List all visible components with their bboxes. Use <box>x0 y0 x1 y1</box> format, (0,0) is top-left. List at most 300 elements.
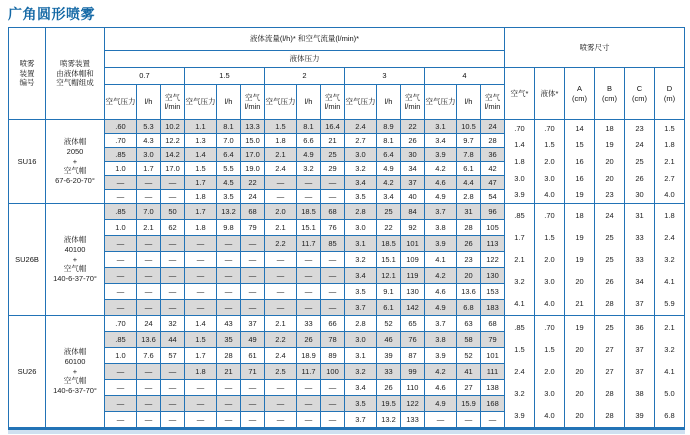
table-cell: — <box>161 300 184 315</box>
table-cell: 6.8 <box>457 300 480 315</box>
dims-cell: 3.2 <box>505 271 534 293</box>
table-cell: .70 <box>105 316 136 331</box>
table-cell: 3.1 <box>425 120 456 133</box>
table-cell: 3.2 <box>345 252 376 267</box>
table-cell: 78 <box>321 332 344 347</box>
table-cell: 79 <box>241 220 264 235</box>
dims-cell: 1.4 <box>505 137 534 154</box>
table-cell: 10.2 <box>161 120 184 133</box>
table-cell: 8.1 <box>217 120 240 133</box>
dims-cell: 3.2 <box>505 383 534 405</box>
table-cell: 39 <box>377 348 400 363</box>
table-cell: — <box>241 236 264 251</box>
table-cell: 4.6 <box>425 380 456 395</box>
dims-cell: 3.0 <box>535 383 564 405</box>
table-cell: 7.6 <box>137 348 160 363</box>
table-cell: 4.9 <box>425 396 456 411</box>
table-cell: 7.0 <box>137 204 160 219</box>
table-cell: 101 <box>481 348 504 363</box>
table-cell: 4.9 <box>425 190 456 203</box>
dims-cell: 2.7 <box>655 170 684 187</box>
table-cell: 9.7 <box>457 134 480 147</box>
dims-cell: 4.1 <box>655 271 684 293</box>
dims-cell: 16 <box>565 170 594 187</box>
sub-col-header: 空气 l/min <box>241 85 264 119</box>
table-cell: — <box>105 176 136 189</box>
table-cell: 7.0 <box>217 134 240 147</box>
dims-cell: 4.0 <box>535 405 564 427</box>
table-cell: — <box>217 284 240 299</box>
dims-col-header: 空气* <box>505 68 534 119</box>
table-cell: 13.6 <box>137 332 160 347</box>
dims-cell: 1.5 <box>505 338 534 360</box>
dims-cell: 20 <box>565 338 594 360</box>
table-cell: 122 <box>481 252 504 267</box>
table-cell: 4.5 <box>217 176 240 189</box>
table-cell: 183 <box>481 300 504 315</box>
page-title: 广角圆形喷雾 <box>8 6 95 22</box>
table-cell: 3.5 <box>345 190 376 203</box>
dims-cell: 23 <box>625 120 654 137</box>
table-cell: 4.9 <box>297 148 320 161</box>
table-cell: 1.0 <box>105 162 136 175</box>
table-cell: 89 <box>321 348 344 363</box>
table-cell: — <box>265 284 296 299</box>
table-cell: 66 <box>321 316 344 331</box>
table-cell: — <box>185 284 216 299</box>
table-cell: 10.5 <box>457 120 480 133</box>
table-cell: 1.0 <box>105 348 136 363</box>
table-cell: 34 <box>401 162 424 175</box>
dims-cell: 2.1 <box>655 316 684 338</box>
dims-cell: 27 <box>595 338 624 360</box>
table-cell: 1.5 <box>185 332 216 347</box>
table-cell: — <box>105 364 136 379</box>
sub-col-header: 空气压力 <box>185 85 216 119</box>
sub-col-header: 空气压力 <box>425 85 456 119</box>
dims-cell: 1.8 <box>505 153 534 170</box>
dims-cell: 27 <box>595 360 624 382</box>
table-cell: — <box>185 268 216 283</box>
table-cell: 29 <box>321 162 344 175</box>
table-cell: — <box>321 412 344 427</box>
table-cell: .85 <box>105 204 136 219</box>
dims-section <box>505 120 684 203</box>
table-cell: — <box>137 300 160 315</box>
sub-col-header: l/h <box>377 85 400 119</box>
table-cell: 12.2 <box>161 134 184 147</box>
table-cell: .85 <box>105 332 136 347</box>
table-cell: 1.0 <box>105 220 136 235</box>
sub-col-header: l/h <box>297 85 320 119</box>
dims-cell: 3.0 <box>505 170 534 187</box>
dims-cell: 30 <box>625 186 654 203</box>
table-cell: — <box>321 300 344 315</box>
dims-cell: 2.4 <box>655 226 684 248</box>
table-cell: 138 <box>481 380 504 395</box>
table-cell: — <box>297 268 320 283</box>
dims-cell: 20 <box>565 271 594 293</box>
dims-cell: 25 <box>595 248 624 270</box>
table-cell: 2.1 <box>265 316 296 331</box>
table-cell: 1.8 <box>185 190 216 203</box>
sub-col-header: 空气压力 <box>345 85 376 119</box>
table-cell: 1.5 <box>185 162 216 175</box>
table-cell: — <box>217 300 240 315</box>
table-cell: 3.0 <box>137 148 160 161</box>
table-cell: 2.8 <box>457 190 480 203</box>
dims-cell: 19 <box>595 137 624 154</box>
table-cell: 71 <box>241 364 264 379</box>
table-cell: 52 <box>377 316 400 331</box>
dims-cell: 3.0 <box>535 271 564 293</box>
table-cell: 63 <box>457 316 480 331</box>
table-cell: 24 <box>481 120 504 133</box>
dims-cell: 15 <box>565 137 594 154</box>
table-cell: 1.5 <box>265 120 296 133</box>
table-cell: — <box>161 268 184 283</box>
table-cell: 4.4 <box>457 176 480 189</box>
table-cell: 8.1 <box>297 120 320 133</box>
dims-cell: 3.0 <box>535 170 564 187</box>
table-cell: 2.1 <box>137 220 160 235</box>
table-cell: — <box>321 396 344 411</box>
table-cell: 26 <box>401 134 424 147</box>
table-cell: — <box>105 300 136 315</box>
dims-cell: 24 <box>625 137 654 154</box>
table-cell: — <box>217 396 240 411</box>
table-cell: 3.7 <box>425 204 456 219</box>
table-cell: 4.1 <box>425 252 456 267</box>
table-cell: 54 <box>481 190 504 203</box>
table-cell: — <box>137 190 160 203</box>
table-cell: — <box>297 380 320 395</box>
table-cell: 6.4 <box>217 148 240 161</box>
table-cell: 9.8 <box>217 220 240 235</box>
dims-col-header: C (cm) <box>625 68 654 119</box>
table-cell: 18.5 <box>377 236 400 251</box>
table-cell: 28 <box>481 134 504 147</box>
table-cell: 21 <box>321 134 344 147</box>
table-cell: — <box>161 176 184 189</box>
table-cell: 15.0 <box>241 134 264 147</box>
table-cell: — <box>185 396 216 411</box>
table-cell: — <box>265 268 296 283</box>
dims-cell: 19 <box>565 248 594 270</box>
dims-cell: .70 <box>535 316 564 338</box>
dims-cell: 25 <box>595 226 624 248</box>
table-cell: 4.6 <box>425 176 456 189</box>
table-cell: 21 <box>217 364 240 379</box>
table-cell: 110 <box>401 380 424 395</box>
dims-cell: 14 <box>565 120 594 137</box>
table-cell: — <box>241 380 264 395</box>
table-cell: 15.1 <box>377 252 400 267</box>
table-cell: — <box>217 380 240 395</box>
table-cell: 1.1 <box>185 120 216 133</box>
table-cell: — <box>137 380 160 395</box>
dims-cell: 3.9 <box>505 405 534 427</box>
table-cell: — <box>137 396 160 411</box>
table-cell: — <box>161 190 184 203</box>
table-cell: — <box>105 396 136 411</box>
table-cell: 43 <box>217 316 240 331</box>
dims-cell: .85 <box>505 204 534 226</box>
table-cell: — <box>265 396 296 411</box>
dims-cell: 25 <box>595 316 624 338</box>
dims-cell: 2.0 <box>535 360 564 382</box>
table-cell: 2.4 <box>345 120 376 133</box>
dims-cell: 23 <box>595 186 624 203</box>
table-cell: 3.2 <box>345 162 376 175</box>
table-cell: 3.4 <box>345 380 376 395</box>
table-cell: 23 <box>457 252 480 267</box>
table-cell: 3.7 <box>425 316 456 331</box>
table-cell: 13.2 <box>217 204 240 219</box>
table-cell: 4.3 <box>137 134 160 147</box>
table-cell: 19.5 <box>377 396 400 411</box>
table-cell: 4.9 <box>425 300 456 315</box>
table-cell: 50 <box>161 204 184 219</box>
table-cell: 2.7 <box>345 134 376 147</box>
dims-col-header: A (cm) <box>565 68 594 119</box>
table-cell: 31 <box>457 204 480 219</box>
table-cell: 2.1 <box>265 220 296 235</box>
table-cell: 1.3 <box>185 134 216 147</box>
table-cell: — <box>137 284 160 299</box>
table-cell: — <box>137 176 160 189</box>
table-cell: — <box>185 252 216 267</box>
dims-cell: 5.9 <box>655 293 684 315</box>
pressure-value: 0.7 <box>105 68 184 84</box>
table-cell: 3.1 <box>345 348 376 363</box>
table-cell: 101 <box>401 236 424 251</box>
dims-cell: 19 <box>565 226 594 248</box>
dims-cell: 16 <box>565 153 594 170</box>
table-cell: 17.0 <box>161 162 184 175</box>
dims-cell: 28 <box>595 293 624 315</box>
table-cell: 153 <box>481 284 504 299</box>
table-cell: — <box>321 176 344 189</box>
table-cell: 68 <box>481 316 504 331</box>
col-header-device: 喷雾 装置 编号 <box>9 28 45 119</box>
table-cell: — <box>265 190 296 203</box>
table-cell: 130 <box>401 284 424 299</box>
table-cell: 7.8 <box>457 148 480 161</box>
dims-cell: 2.1 <box>655 153 684 170</box>
table-cell: 57 <box>161 348 184 363</box>
table-cell: — <box>241 284 264 299</box>
dims-cell: 2.4 <box>505 360 534 382</box>
table-cell: 15.9 <box>457 396 480 411</box>
dims-cell: 3.2 <box>655 338 684 360</box>
table-cell: — <box>265 176 296 189</box>
table-cell: 3.4 <box>345 268 376 283</box>
table-cell: — <box>321 252 344 267</box>
table-cell: 24 <box>241 190 264 203</box>
table-cell: 19.0 <box>241 162 264 175</box>
table-cell: 3.4 <box>425 134 456 147</box>
table-cell: .70 <box>105 134 136 147</box>
table-cell: — <box>161 412 184 427</box>
table-cell: 13.3 <box>241 120 264 133</box>
table-cell: 3.4 <box>377 190 400 203</box>
dims-cell: 1.8 <box>655 137 684 154</box>
table-cell: 44 <box>161 332 184 347</box>
table-cell: 8.9 <box>377 120 400 133</box>
table-cell: — <box>185 236 216 251</box>
dims-cell: 37 <box>625 360 654 382</box>
table-cell: 3.5 <box>345 396 376 411</box>
dims-cell: 37 <box>625 293 654 315</box>
dims-cell: 2.0 <box>535 153 564 170</box>
sub-col-header: 空气压力 <box>105 85 136 119</box>
table-cell: 1.7 <box>185 176 216 189</box>
table-cell: 3.5 <box>217 190 240 203</box>
table-cell: 3.9 <box>425 148 456 161</box>
sub-col-header: l/h <box>457 85 480 119</box>
dims-cell: 1.5 <box>535 226 564 248</box>
table-cell: — <box>105 190 136 203</box>
table-cell: 30 <box>401 148 424 161</box>
dims-section <box>505 316 684 427</box>
table-cell: — <box>137 412 160 427</box>
pressure-title: 液体压力 <box>105 51 504 67</box>
table-cell: 68 <box>241 204 264 219</box>
dims-cell: 19 <box>565 186 594 203</box>
table-cell: — <box>161 364 184 379</box>
table-cell: 4.6 <box>425 284 456 299</box>
table-cell: — <box>297 412 320 427</box>
table-cell: 11.7 <box>297 364 320 379</box>
table-cell: 1.4 <box>185 316 216 331</box>
table-cell: — <box>321 284 344 299</box>
device-id: SU16 <box>9 120 45 203</box>
dims-cell: 5.0 <box>655 383 684 405</box>
table-cell: — <box>185 300 216 315</box>
spec-table <box>8 27 685 430</box>
caps-info: 液体帽 2050 + 空气帽 67-6-20-70° <box>46 120 104 203</box>
table-cell: 84 <box>401 204 424 219</box>
table-cell: 2.5 <box>265 364 296 379</box>
table-cell: 2.4 <box>265 162 296 175</box>
table-cell: 16.4 <box>321 120 344 133</box>
table-cell: 3.7 <box>345 300 376 315</box>
table-cell: 25 <box>321 148 344 161</box>
dims-cell: 39 <box>625 405 654 427</box>
table-cell: 2.4 <box>265 348 296 363</box>
table-cell: 3.7 <box>345 412 376 427</box>
table-cell: 68 <box>321 204 344 219</box>
table-cell: 37 <box>241 316 264 331</box>
dims-cell: 2.1 <box>505 248 534 270</box>
table-cell: 8.1 <box>377 134 400 147</box>
table-cell: 65 <box>401 316 424 331</box>
table-cell: 22 <box>377 220 400 235</box>
table-cell: 5.3 <box>137 120 160 133</box>
table-cell: 3.2 <box>345 364 376 379</box>
dims-cell: 28 <box>595 405 624 427</box>
table-cell: 28 <box>457 220 480 235</box>
table-cell: 3.9 <box>425 236 456 251</box>
dims-col-header: B (cm) <box>595 68 624 119</box>
pressure-value: 2 <box>265 68 344 84</box>
table-cell: — <box>161 252 184 267</box>
table-cell: 76 <box>321 220 344 235</box>
table-cell: — <box>265 380 296 395</box>
table-cell: 12.1 <box>377 268 400 283</box>
table-cell: 36 <box>481 148 504 161</box>
dims-cell: 1.5 <box>655 120 684 137</box>
sub-col-header: 空气 l/min <box>321 85 344 119</box>
table-cell: 76 <box>401 332 424 347</box>
table-cell: — <box>241 252 264 267</box>
table-cell: 33 <box>377 364 400 379</box>
dims-cell: .85 <box>505 316 534 338</box>
dims-col-header: D (m) <box>655 68 684 119</box>
table-cell: — <box>241 396 264 411</box>
table-cell: — <box>297 300 320 315</box>
sub-col-header: l/h <box>137 85 160 119</box>
table-cell: — <box>161 380 184 395</box>
table-cell: 92 <box>401 220 424 235</box>
dims-cell: 26 <box>595 271 624 293</box>
table-cell: .85 <box>105 148 136 161</box>
table-cell: 85 <box>321 236 344 251</box>
table-cell: 3.0 <box>345 220 376 235</box>
table-cell: — <box>297 190 320 203</box>
dims-cell: 21 <box>565 293 594 315</box>
table-cell: — <box>297 176 320 189</box>
table-cell: 3.8 <box>425 220 456 235</box>
table-cell: 27 <box>457 380 480 395</box>
table-cell: — <box>217 252 240 267</box>
table-cell: 105 <box>481 220 504 235</box>
table-cell: 4.2 <box>425 162 456 175</box>
pressure-value: 3 <box>345 68 424 84</box>
table-cell: 99 <box>401 364 424 379</box>
table-cell: 17.0 <box>241 148 264 161</box>
dims-cell: 1.8 <box>655 204 684 226</box>
table-cell: — <box>321 190 344 203</box>
table-cell: — <box>265 412 296 427</box>
table-cell: 79 <box>481 332 504 347</box>
dims-cell: 6.8 <box>655 405 684 427</box>
table-cell: 26 <box>377 380 400 395</box>
table-cell: 2.8 <box>345 204 376 219</box>
table-cell: — <box>217 236 240 251</box>
dims-cell: 31 <box>625 204 654 226</box>
dims-cell: 26 <box>625 170 654 187</box>
dims-section <box>505 204 684 315</box>
table-cell: — <box>105 380 136 395</box>
dims-cell: 28 <box>595 383 624 405</box>
table-cell: — <box>425 412 456 427</box>
table-cell: 24 <box>137 316 160 331</box>
table-cell: — <box>297 284 320 299</box>
table-cell: — <box>481 412 504 427</box>
table-cell: 2.1 <box>265 148 296 161</box>
sub-col-header: l/h <box>217 85 240 119</box>
table-cell: 2.0 <box>265 204 296 219</box>
table-cell: 6.6 <box>297 134 320 147</box>
table-cell: 111 <box>481 364 504 379</box>
dims-cell: 4.0 <box>535 186 564 203</box>
table-cell: 2.8 <box>345 316 376 331</box>
table-cell: 33 <box>297 316 320 331</box>
dims-cell: .70 <box>535 204 564 226</box>
table-cell: 3.1 <box>345 236 376 251</box>
